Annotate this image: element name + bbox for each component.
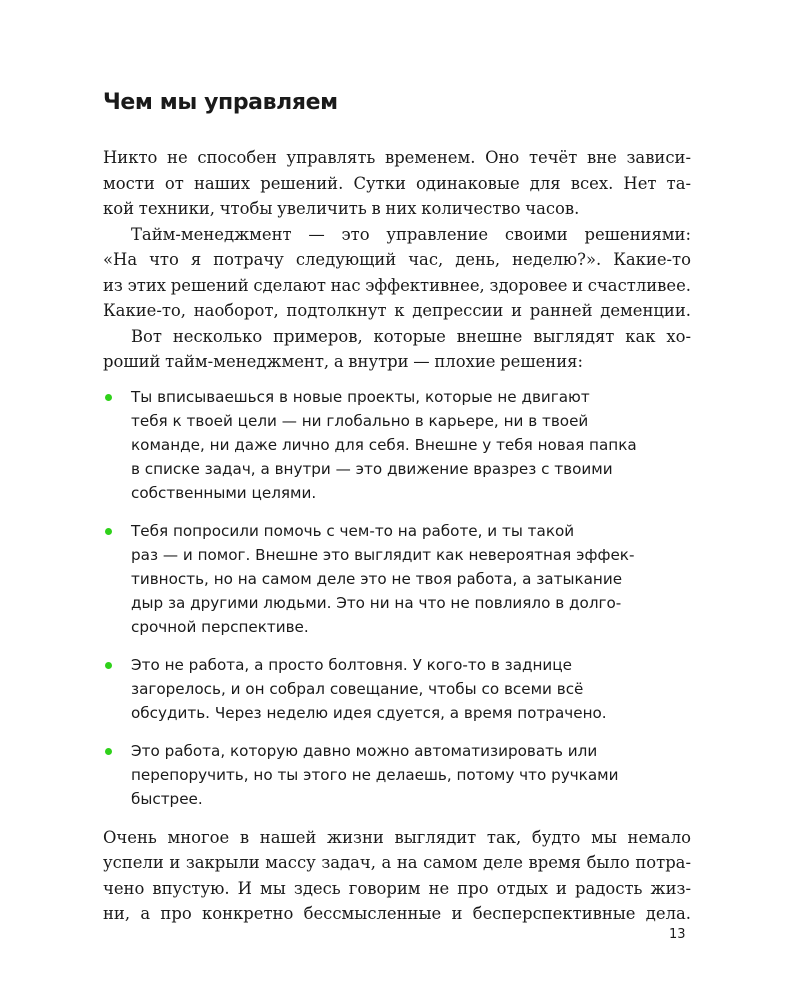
text-line: собственными целями.: [131, 483, 317, 502]
text-line: команде, ни даже лично для себя. Внешне у тебя новая папка: [131, 435, 637, 454]
text-line: «На что я потрачу следующий час, день, неделю?». Какие-то: [103, 250, 691, 269]
text-line: ни, а про конкретно бессмысленные и бесперспективные дела.: [103, 904, 691, 923]
text-line: Вот несколько примеров, которые внешне выглядят как хо-: [131, 326, 691, 346]
text-line: Очень многое в нашей жизни выглядит так, будто мы немало: [103, 827, 691, 847]
paragraph-1: [103, 145, 691, 222]
bullet-dot-icon: [105, 528, 112, 535]
text-line: мости от наших решений. Сутки одинаковые для всех. Нет та-: [103, 173, 691, 193]
text-line: Это работа, которую давно можно автоматизировать или: [131, 741, 598, 760]
section-heading: Чем мы управляем: [103, 90, 338, 115]
closing-paragraph: [103, 825, 691, 927]
list-item: [103, 385, 691, 505]
text-line: Какие-то, наоборот, подтолкнут к депрессии и ранней деменции.: [103, 301, 691, 320]
text-line: Это не работа, а просто болтовня. У кого-то в заднице: [131, 655, 572, 674]
text-line: успели и закрыли массу задач, а на самом деле время было потра-: [103, 853, 691, 872]
text-line: Ты вписываешься в новые проекты, которые не двигают: [131, 387, 590, 406]
text-line: дыр за другими людьми. Это ни на что не повлияло в долго-: [131, 593, 622, 612]
page-content: [103, 88, 691, 927]
text-line: чено впустую. И мы здесь говорим не про отдых и радость жиз-: [103, 878, 691, 898]
text-line: в списке задач, а внутри — это движение вразрез с твоими: [131, 459, 613, 478]
text-line: быстрее.: [131, 789, 203, 808]
text-line: роший тайм-менеджмент, а внутри — плохие решения:: [103, 352, 584, 371]
list-item: [103, 519, 691, 639]
bullet-dot-icon: [105, 662, 112, 669]
text-line: из этих решений сделают нас эффективнее, здоровее и счастливее.: [103, 275, 691, 295]
text-line: раз — и помог. Внешне это выглядит как невероятная эффек-: [131, 545, 635, 564]
text-line: загорелось, и он собрал совещание, чтобы со всеми всё: [131, 679, 584, 698]
text-line: тебя к твоей цели — ни глобально в карьере, ни в твоей: [131, 411, 589, 430]
text-line: перепоручить, но ты этого не делаешь, потому что ручками: [131, 765, 619, 784]
paragraph-3: [103, 324, 691, 375]
text-line: кой техники, чтобы увеличить в них количество часов.: [103, 199, 580, 218]
text-line: тивность, но на самом деле это не твоя работа, а затыкание: [131, 569, 623, 588]
text-line: обсудить. Через неделю идея сдуется, а время потрачено.: [131, 703, 607, 722]
list-item: [103, 653, 691, 725]
text-line: срочной перспективе.: [131, 617, 309, 636]
bullet-dot-icon: [105, 394, 112, 401]
text-line: Никто не способен управлять временем. Оно течёт вне зависи-: [103, 148, 691, 167]
list-item: [103, 739, 691, 811]
text-line: Тайм-менеджмент — это управление своими решениями:: [131, 224, 691, 244]
text-line: Тебя попросили помочь с чем-то на работе, и ты такой: [131, 521, 575, 540]
paragraph-2: [103, 222, 691, 324]
bullet-dot-icon: [105, 748, 112, 755]
page-number: 13: [669, 927, 686, 942]
bullet-list: [103, 385, 691, 811]
